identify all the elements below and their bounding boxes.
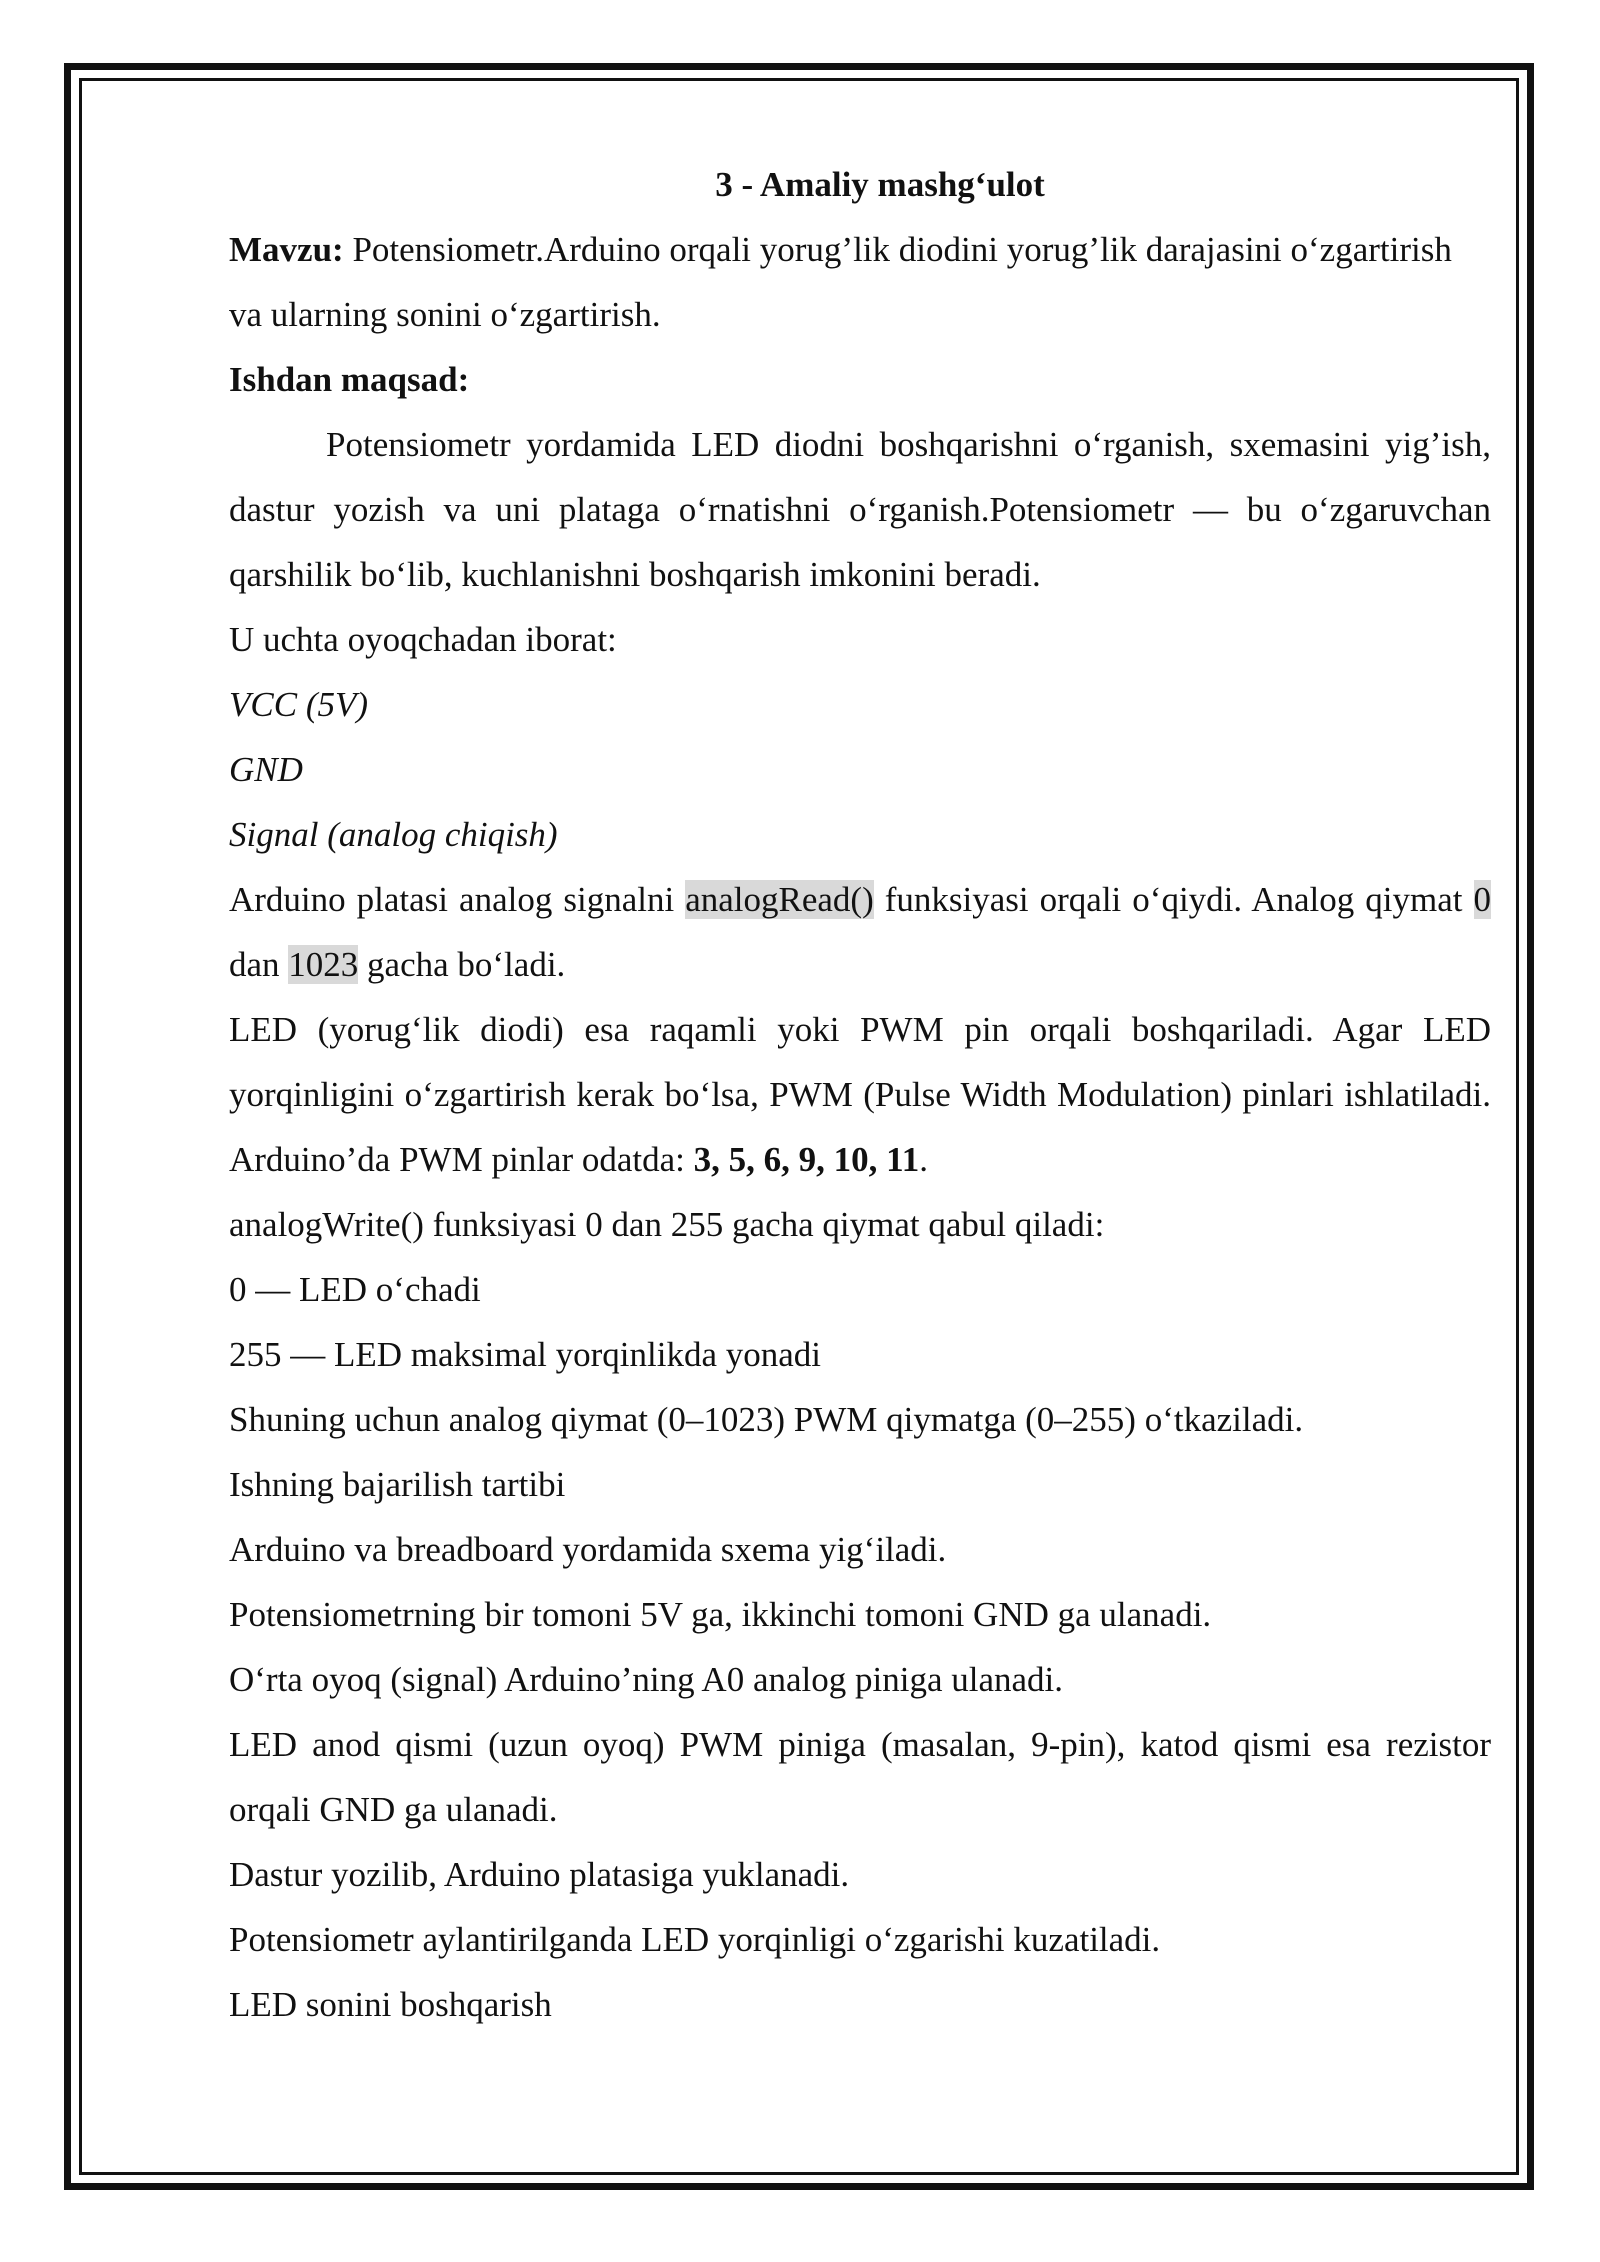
leg-item: GND [229, 750, 303, 789]
analog-text-3: dan [229, 945, 289, 984]
led-anode-line-1: LED anod qismi (uzun oyoq) PWM piniga (masalan, 9-pin), katod qismi esa rezistor [229, 1725, 1491, 1764]
text-line: Dastur yozilib, Arduino platasiga yuklanadi. [229, 1855, 850, 1894]
led-paragraph [229, 997, 1491, 1192]
text-line: LED sonini boshqarish [229, 1985, 552, 2024]
text-line: Potensiometr aylantirilganda LED yorqinligi o‘zgarishi kuzatiladi. [229, 1920, 1161, 1959]
leg-item: Signal (analog chiqish) [229, 815, 558, 854]
text-line: Potensiometrning bir tomoni 5V ga, ikkinchi tomoni GND ga ulanadi. [229, 1595, 1212, 1634]
led-text: LED (yorug‘lik diodi) esa raqamli yoki PWM pin orqali boshqariladi. Agar LED yorqinligini o‘zgartirish kerak bo‘lsa, PWM (Pulse Width Modulation) pinlari ishlatiladi. Arduino’da PWM pinlar odatda: [229, 1010, 1491, 1179]
text-line: 0 — LED o‘chadi [229, 1270, 481, 1309]
text-line: Shuning uchun analog qiymat (0–1023) PWM qiymatga (0–255) o‘tkaziladi. [229, 1400, 1304, 1439]
led-anode-line-2: orqali GND ga ulanadi. [229, 1790, 558, 1829]
page-title: 3 - Amaliy mashg‘ulot [715, 165, 1045, 204]
text-line: O‘rta oyoq (signal) Arduino’ning A0 analog piniga ulanadi. [229, 1660, 1064, 1699]
mavzu-text: Potensiometr.Arduino orqali yorug’lik diodini yorug’lik darajasini o‘zgartirish va ularning sonini o‘zgartirish. [229, 230, 1452, 334]
maqsad-text: Potensiometr yordamida LED diodni boshqarishni o‘rganish, sxemasini yig’ish, dastur yozish va uni plataga o‘rnatishni o‘rganish.Potensiometr — bu o‘zgaruvchan qarshilik bo‘lib, kuchlanishni boshqarish imkonini beradi. [229, 425, 1491, 594]
mavzu-paragraph [229, 217, 1491, 347]
document-body [229, 152, 1491, 2037]
maqsad-label: Ishdan maqsad: [229, 360, 470, 399]
legs-intro: U uchta oyoqchadan iborat: [229, 620, 617, 659]
analog-text-2: funksiyasi orqali o‘qiydi. Analog qiymat [873, 880, 1474, 919]
pwm-pins: 3, 5, 6, 9, 10, 11 [693, 1140, 920, 1179]
analogread-function: analogRead() [685, 880, 874, 919]
led-text-end: . [919, 1140, 928, 1179]
text-line: analogWrite() funksiyasi 0 dan 255 gacha qiymat qabul qiladi: [229, 1205, 1105, 1244]
text-line: Arduino va breadboard yordamida sxema yig‘iladi. [229, 1530, 947, 1569]
analog-min-value: 0 [1473, 880, 1492, 919]
mavzu-label: Mavzu: [229, 230, 344, 269]
leg-item: VCC (5V) [229, 685, 369, 724]
analog-text-4: gacha bo‘ladi. [358, 945, 566, 984]
text-line: 255 — LED maksimal yorqinlikda yonadi [229, 1335, 821, 1374]
text-line: Ishning bajarilish tartibi [229, 1465, 566, 1504]
analog-max-value: 1023 [288, 945, 359, 984]
analog-paragraph [229, 867, 1491, 997]
analog-text-1: Arduino platasi analog signalni [229, 880, 686, 919]
